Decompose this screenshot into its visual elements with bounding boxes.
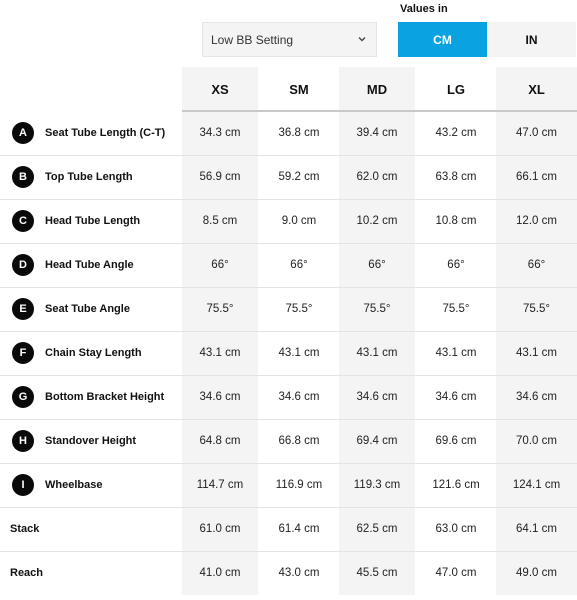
table-cell: 10.2 cm — [356, 215, 398, 227]
table-cell: 66° — [527, 259, 546, 271]
table-cell: 34.6 cm — [278, 391, 320, 403]
table-cell: 62.0 cm — [356, 171, 398, 183]
unit-in-button[interactable]: IN — [487, 22, 576, 57]
chevron-down-icon — [357, 34, 367, 44]
table-cell: 69.6 cm — [435, 435, 477, 447]
unit-toggle — [398, 22, 576, 57]
row-divider — [0, 331, 577, 332]
table-cell: 43.1 cm — [356, 347, 398, 359]
row-divider — [0, 507, 577, 508]
measurement-badge: I — [12, 474, 34, 496]
table-cell: 63.0 cm — [435, 523, 477, 535]
measurement-badge: C — [12, 210, 34, 232]
measurement-name: Wheelbase — [45, 479, 103, 491]
table-cell: 75.5° — [285, 303, 313, 315]
table-cell: 34.6 cm — [356, 391, 398, 403]
table-cell: 34.3 cm — [199, 127, 241, 139]
table-cell: 66° — [368, 259, 386, 271]
table-cell: 43.2 cm — [435, 127, 477, 139]
table-cell: 64.8 cm — [199, 435, 241, 447]
table-cell: 75.5° — [363, 303, 391, 315]
measurement-name: Top Tube Length — [45, 171, 133, 183]
table-cell: 61.0 cm — [199, 523, 241, 535]
bb-setting-select[interactable] — [202, 22, 377, 57]
measurement-badge: B — [12, 166, 34, 188]
measurement-badge: F — [12, 342, 34, 364]
measurement-name: Head Tube Angle — [45, 259, 134, 271]
table-cell: 8.5 cm — [202, 215, 238, 227]
measurement-badge: A — [12, 122, 34, 144]
table-cell: 10.8 cm — [435, 215, 477, 227]
measurement-badge: G — [12, 386, 34, 408]
row-divider — [0, 199, 577, 200]
measurement-badge: E — [12, 298, 34, 320]
table-cell: 41.0 cm — [199, 567, 241, 579]
table-cell: 66.1 cm — [516, 171, 557, 183]
table-cell: 43.1 cm — [435, 347, 477, 359]
size-header-sm: SM — [289, 81, 309, 97]
table-cell: 75.5° — [523, 303, 550, 315]
size-header-lg: LG — [446, 81, 466, 97]
table-cell: 63.8 cm — [435, 171, 477, 183]
table-cell: 61.4 cm — [278, 523, 320, 535]
row-label-h — [12, 430, 136, 452]
measurement-badge: D — [12, 254, 34, 276]
table-cell: 36.8 cm — [278, 127, 320, 139]
header-divider — [182, 110, 577, 112]
table-cell: 34.6 cm — [516, 391, 557, 403]
table-cell: 119.3 cm — [353, 479, 401, 491]
row-label-e — [12, 298, 130, 320]
table-cell: 56.9 cm — [199, 171, 241, 183]
table-cell: 43.1 cm — [516, 347, 557, 359]
table-cell: 9.0 cm — [281, 215, 317, 227]
table-cell: 66° — [211, 259, 229, 271]
row-divider — [0, 243, 577, 244]
table-cell: 12.0 cm — [516, 215, 557, 227]
bb-setting-value: Low BB Setting — [211, 32, 294, 47]
table-cell: 121.6 cm — [432, 479, 480, 491]
row-label-a — [12, 122, 165, 144]
measurement-name: Bottom Bracket Height — [45, 391, 165, 403]
size-header-md: MD — [366, 81, 388, 97]
row-label-i — [12, 474, 102, 496]
table-cell: 75.5° — [206, 303, 234, 315]
measurement-name: Head Tube Length — [45, 215, 141, 227]
values-in-label: Values in — [400, 3, 448, 15]
row-label-d — [12, 254, 134, 276]
row-divider — [0, 375, 577, 376]
measurement-name: Standover Height — [45, 435, 137, 447]
table-cell: 70.0 cm — [516, 435, 557, 447]
row-label-f — [12, 342, 142, 364]
table-cell: 66.8 cm — [278, 435, 320, 447]
table-cell: 47.0 cm — [435, 567, 477, 579]
table-cell: 59.2 cm — [278, 171, 320, 183]
table-cell: 114.7 cm — [196, 479, 244, 491]
unit-cm-button[interactable]: CM — [398, 22, 487, 57]
table-cell: 34.6 cm — [435, 391, 477, 403]
row-label-b — [12, 166, 133, 188]
row-divider — [0, 155, 577, 156]
table-cell: 45.5 cm — [356, 567, 398, 579]
table-cell: 43.0 cm — [278, 567, 320, 579]
row-label-c — [12, 210, 140, 232]
table-cell: 64.1 cm — [516, 523, 557, 535]
table-cell: 43.1 cm — [278, 347, 320, 359]
row-divider — [0, 551, 577, 552]
row-divider — [0, 419, 577, 420]
table-cell: 49.0 cm — [516, 567, 557, 579]
measurement-name: Chain Stay Length — [45, 347, 142, 359]
measurement-name: Reach — [10, 567, 44, 579]
measurement-name: Seat Tube Length (C-T) — [45, 127, 166, 139]
row-divider — [0, 463, 577, 464]
table-cell: 75.5° — [442, 303, 470, 315]
table-cell: 34.6 cm — [199, 391, 241, 403]
table-cell: 124.1 cm — [512, 479, 561, 491]
table-cell: 43.1 cm — [199, 347, 241, 359]
measurement-name: Stack — [10, 523, 40, 535]
table-cell: 66° — [290, 259, 308, 271]
table-cell: 66° — [447, 259, 465, 271]
table-cell: 69.4 cm — [356, 435, 398, 447]
row-divider — [0, 287, 577, 288]
table-cell: 39.4 cm — [356, 127, 398, 139]
table-cell: 47.0 cm — [516, 127, 557, 139]
table-cell: 116.9 cm — [275, 479, 323, 491]
size-header-xs: XS — [211, 81, 229, 97]
table-cell: 62.5 cm — [356, 523, 398, 535]
size-header-xl: XL — [528, 81, 545, 97]
row-label-g — [12, 386, 164, 408]
measurement-name: Seat Tube Angle — [45, 303, 130, 315]
measurement-badge: H — [12, 430, 34, 452]
